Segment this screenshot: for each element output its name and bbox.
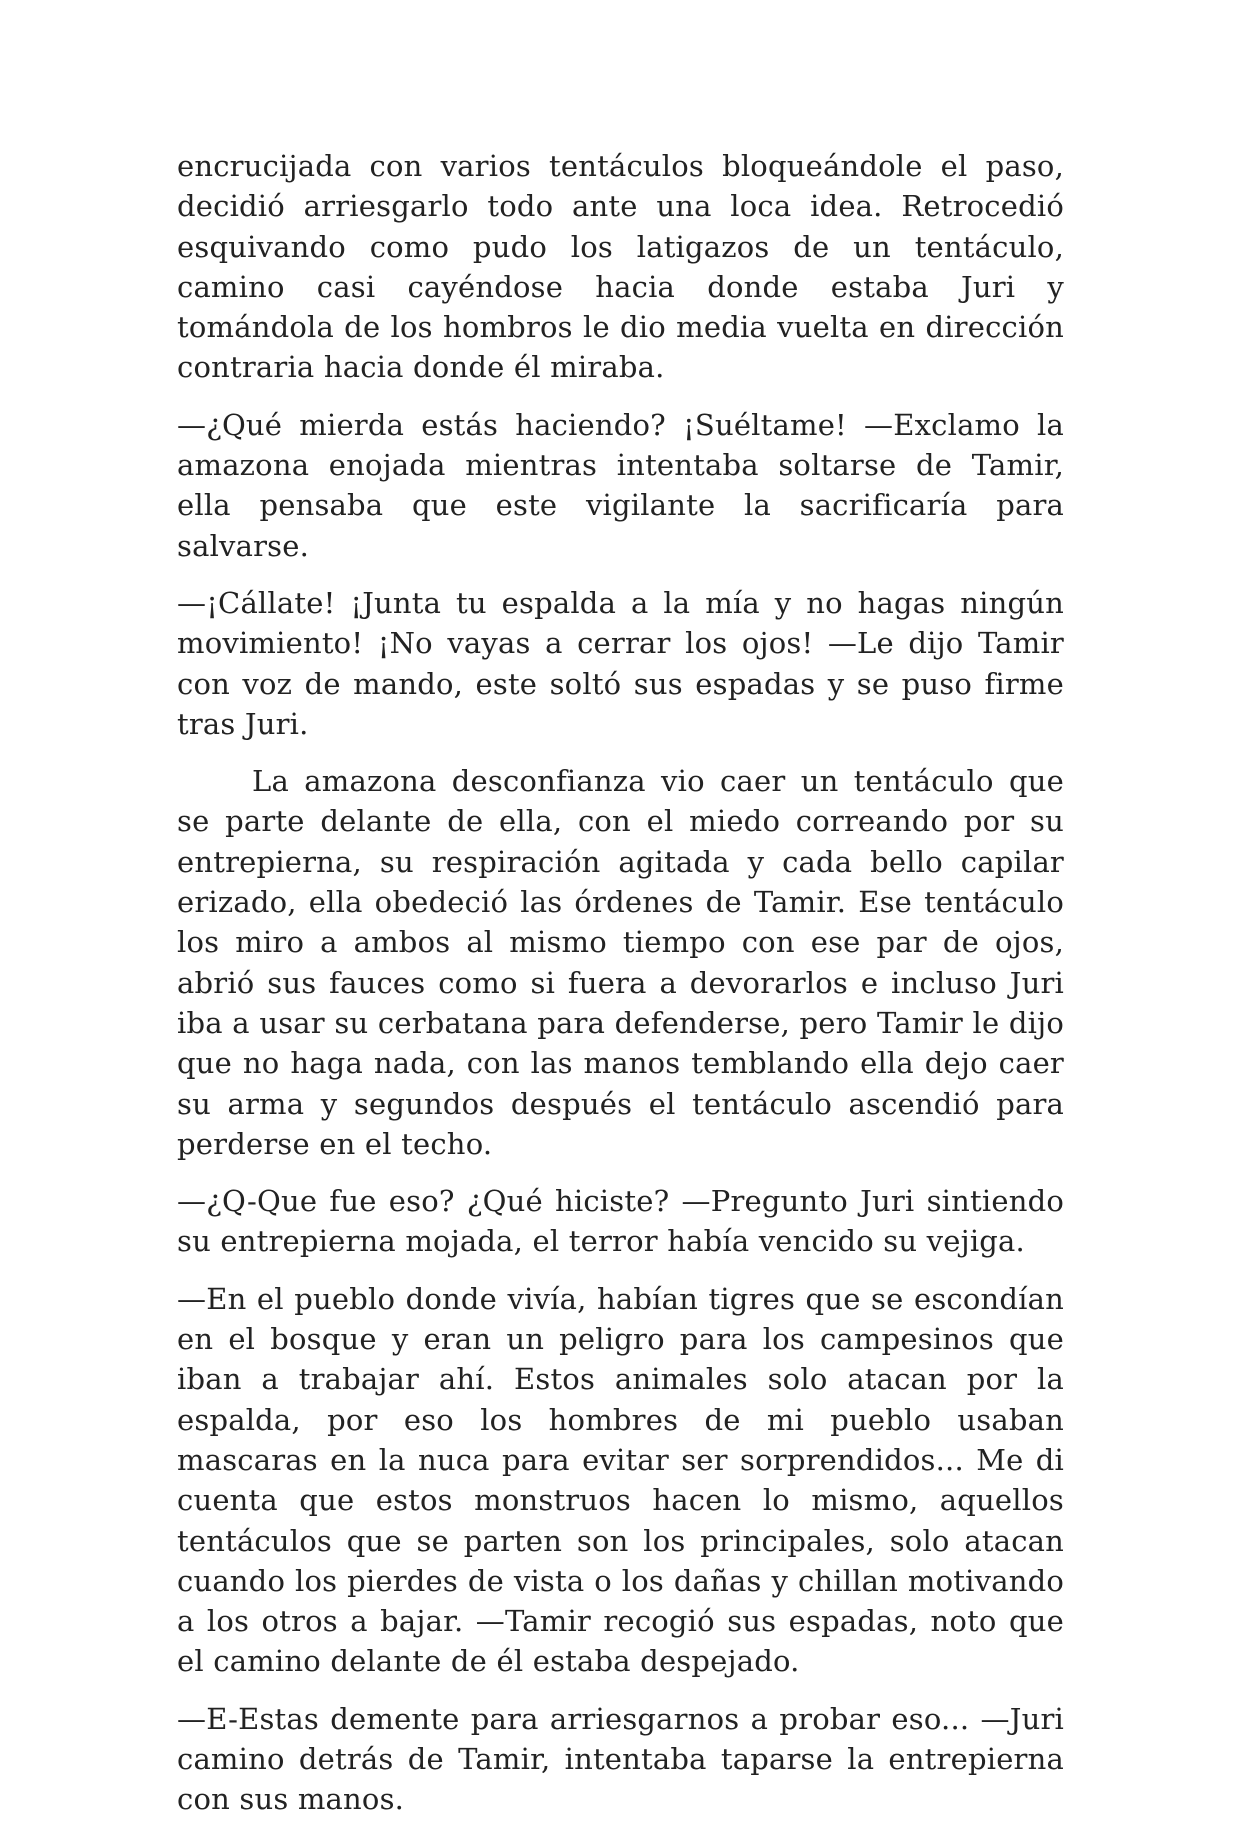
paragraph-narration-crossroads: encrucijada con varios tentáculos bloqueándole el paso, decidió arriesgarlo todo ante una loca idea. Retrocedió esquivando como pudo los latigazos de un tentáculo, camino casi cayéndose hacia donde estaba Juri y tomándola de los hombros le dio media vuelta en dirección contraria hacia donde él miraba. [177,149,1064,385]
paragraph-dialogue-tamir-orders: —¡Cállate! ¡Junta tu espalda a la mía y no hagas ningún movimiento! ¡No vayas a cerrar los ojos! —Le dijo Tamir con voz de mando, este soltó sus espadas y se puso firme tras Juri. [177,585,1064,741]
paragraph-dialogue-tamir-explains: —En el pueblo donde vivía, habían tigres que se escondían en el bosque y eran un peligro para los campesinos que iban a trabajar ahí. Estos animales solo atacan por la espalda, por eso los hombres de mi pueblo usaban mascaras en la nuca para evitar ser sorprendidos... Me di cuenta que estos monstruos hacen lo mismo, aquellos tentáculos que se parten son los principales, solo atacan cuando los pierdes de vista o los dañas y chillan motivando a los otros a bajar. —Tamir recogió sus espadas, noto que el camino delante de él estaba despejado. [177,1281,1064,1679]
paragraph-dialogue-juri-exclaims: —¿Qué mierda estás haciendo? ¡Suéltame! —Exclamo la amazona enojada mientras intentaba soltarse de Tamir, ella pensaba que este vigilante la sacrificaría para salvarse. [177,407,1064,563]
paragraph-dialogue-juri-follows: —E-Estas demente para arriesgarnos a probar eso... —Juri camino detrás de Tamir, intentaba taparse la entrepierna con sus manos. [177,1701,1064,1817]
paragraph-narration-tentacle: La amazona desconfianza vio caer un tentáculo que se parte delante de ella, con el miedo correando por su entrepierna, su respiración agitada y cada bello capilar erizado, ella obedeció las órdenes de Tamir. Ese tentáculo los miro a ambos al mismo tiempo con ese par de ojos, abrió sus fauces como si fuera a devorarlos e incluso Juri iba a usar su cerbatana para defenderse, pero Tamir le dijo que no haga nada, con las manos temblando ella dejo caer su arma y segundos después el tentáculo ascendió para perderse en el techo. [177,764,1064,1161]
paragraph-dialogue-juri-asks: —¿Q-Que fue eso? ¿Qué hiciste? —Pregunto Juri sintiendo su entrepierna mojada, el terror había vencido su vejiga. [177,1184,1064,1259]
book-page [177,146,1064,1837]
